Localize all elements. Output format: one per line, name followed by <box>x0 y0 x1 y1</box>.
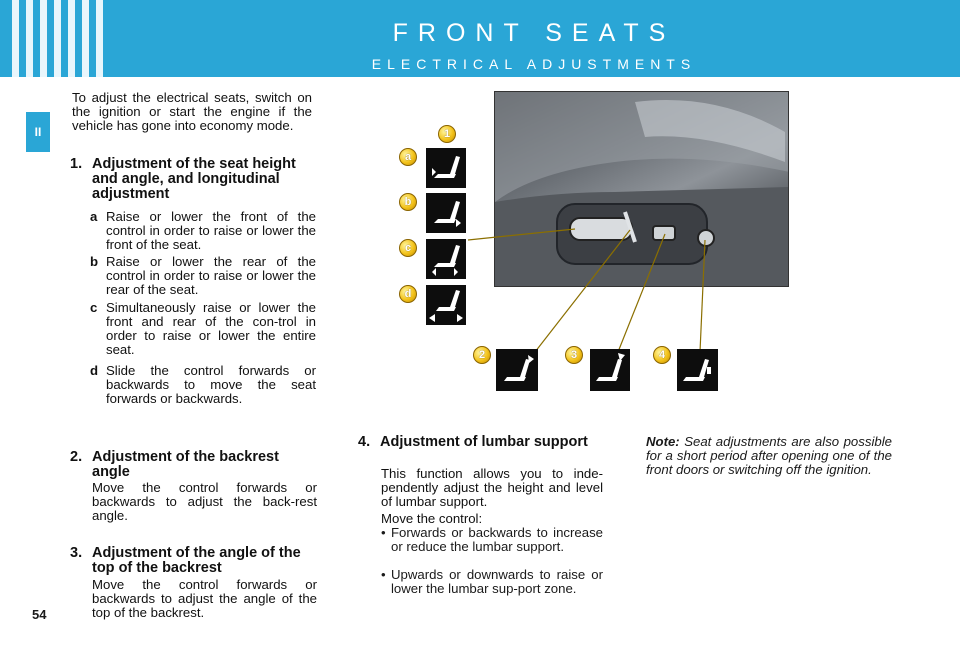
leader-line-2 <box>535 230 630 352</box>
note-label: Note: <box>646 434 680 449</box>
item-letter: b <box>90 254 99 269</box>
page-title: FRONT SEATS <box>392 19 676 47</box>
intro-text: To adjust the electrical seats, switch on the ignition or start the engine if the vehicle has gone into economy mode. <box>72 90 312 133</box>
note-text: Seat adjustments are also possible for a short period after opening one of the front doors or switching off the ignition. <box>646 434 892 477</box>
callout-a: a <box>399 148 417 166</box>
section-number: 3. <box>70 545 83 561</box>
section-number: 1. <box>70 156 83 172</box>
section-number: 4. <box>358 434 371 450</box>
item-letter: a <box>90 209 98 224</box>
seat-slide-icon <box>426 285 466 325</box>
section-number: 2. <box>70 449 83 465</box>
bullet-text: Forwards or backwards to increase or reduce the lumbar support. <box>391 525 603 554</box>
callout-b: b <box>399 193 417 211</box>
seat-front-tilt-icon <box>426 148 466 188</box>
lumbar-icon <box>677 349 718 391</box>
page-number: 54 <box>32 607 47 622</box>
callout-4: 4 <box>653 346 671 364</box>
backrest-top-icon <box>590 349 630 391</box>
section-3-text: Move the control forwards or backwards to adjust the angle of the top of the backrest. <box>92 577 317 620</box>
callout-d: d <box>399 285 417 303</box>
list-item: • Forwards or backwards to increase or reduce the lumbar support. <box>381 525 603 554</box>
section-4-text: This function allows you to inde-pendently adjust the height and level of lumbar support. <box>381 466 603 509</box>
item-letter: d <box>90 363 99 378</box>
callout-2: 2 <box>473 346 491 364</box>
section-title: Adjustment of the seat height and angle, and longitudinal adjustment <box>92 156 296 202</box>
item-letter: c <box>90 300 98 315</box>
section-title: Adjustment of the backrest angle <box>92 449 279 480</box>
section-2-text: Move the control forwards or backwards to adjust the back-rest angle. <box>92 480 317 523</box>
section-4-move-label: Move the control: <box>381 511 483 526</box>
callout-1: 1 <box>438 125 456 143</box>
section-title: Adjustment of the angle of the top of the backrest <box>92 545 301 576</box>
page-subtitle: ELECTRICAL ADJUSTMENTS <box>371 56 697 72</box>
item-text: Raise or lower the rear of the control in order to raise or lower the rear of the seat. <box>106 254 316 297</box>
chapter-tab[interactable]: II <box>26 112 50 152</box>
seat-height-icon <box>426 239 466 279</box>
item-text: Raise or lower the front of the control in order to raise or lower the front of the seat. <box>106 209 316 252</box>
item-text: Slide the control forwards or backwards to move the seat forwards or backwards. <box>106 363 316 406</box>
list-item: • Upwards or downwards to raise or lower the lumbar sup-port zone. <box>381 567 603 596</box>
callout-c: c <box>399 239 417 257</box>
seat-rear-tilt-icon <box>426 193 466 233</box>
bullet-text: Upwards or downwards to raise or lower the lumbar sup-port zone. <box>391 567 603 596</box>
leader-line-4 <box>700 240 705 352</box>
callout-3: 3 <box>565 346 583 364</box>
backrest-angle-icon <box>496 349 538 391</box>
item-text: Simultaneously raise or lower the front and rear of the con-trol in order to raise or lower the entire seat. <box>106 300 316 357</box>
section-title: Adjustment of lumbar support <box>380 434 588 450</box>
leader-line-3 <box>618 234 665 352</box>
leader-line-c <box>468 229 575 240</box>
